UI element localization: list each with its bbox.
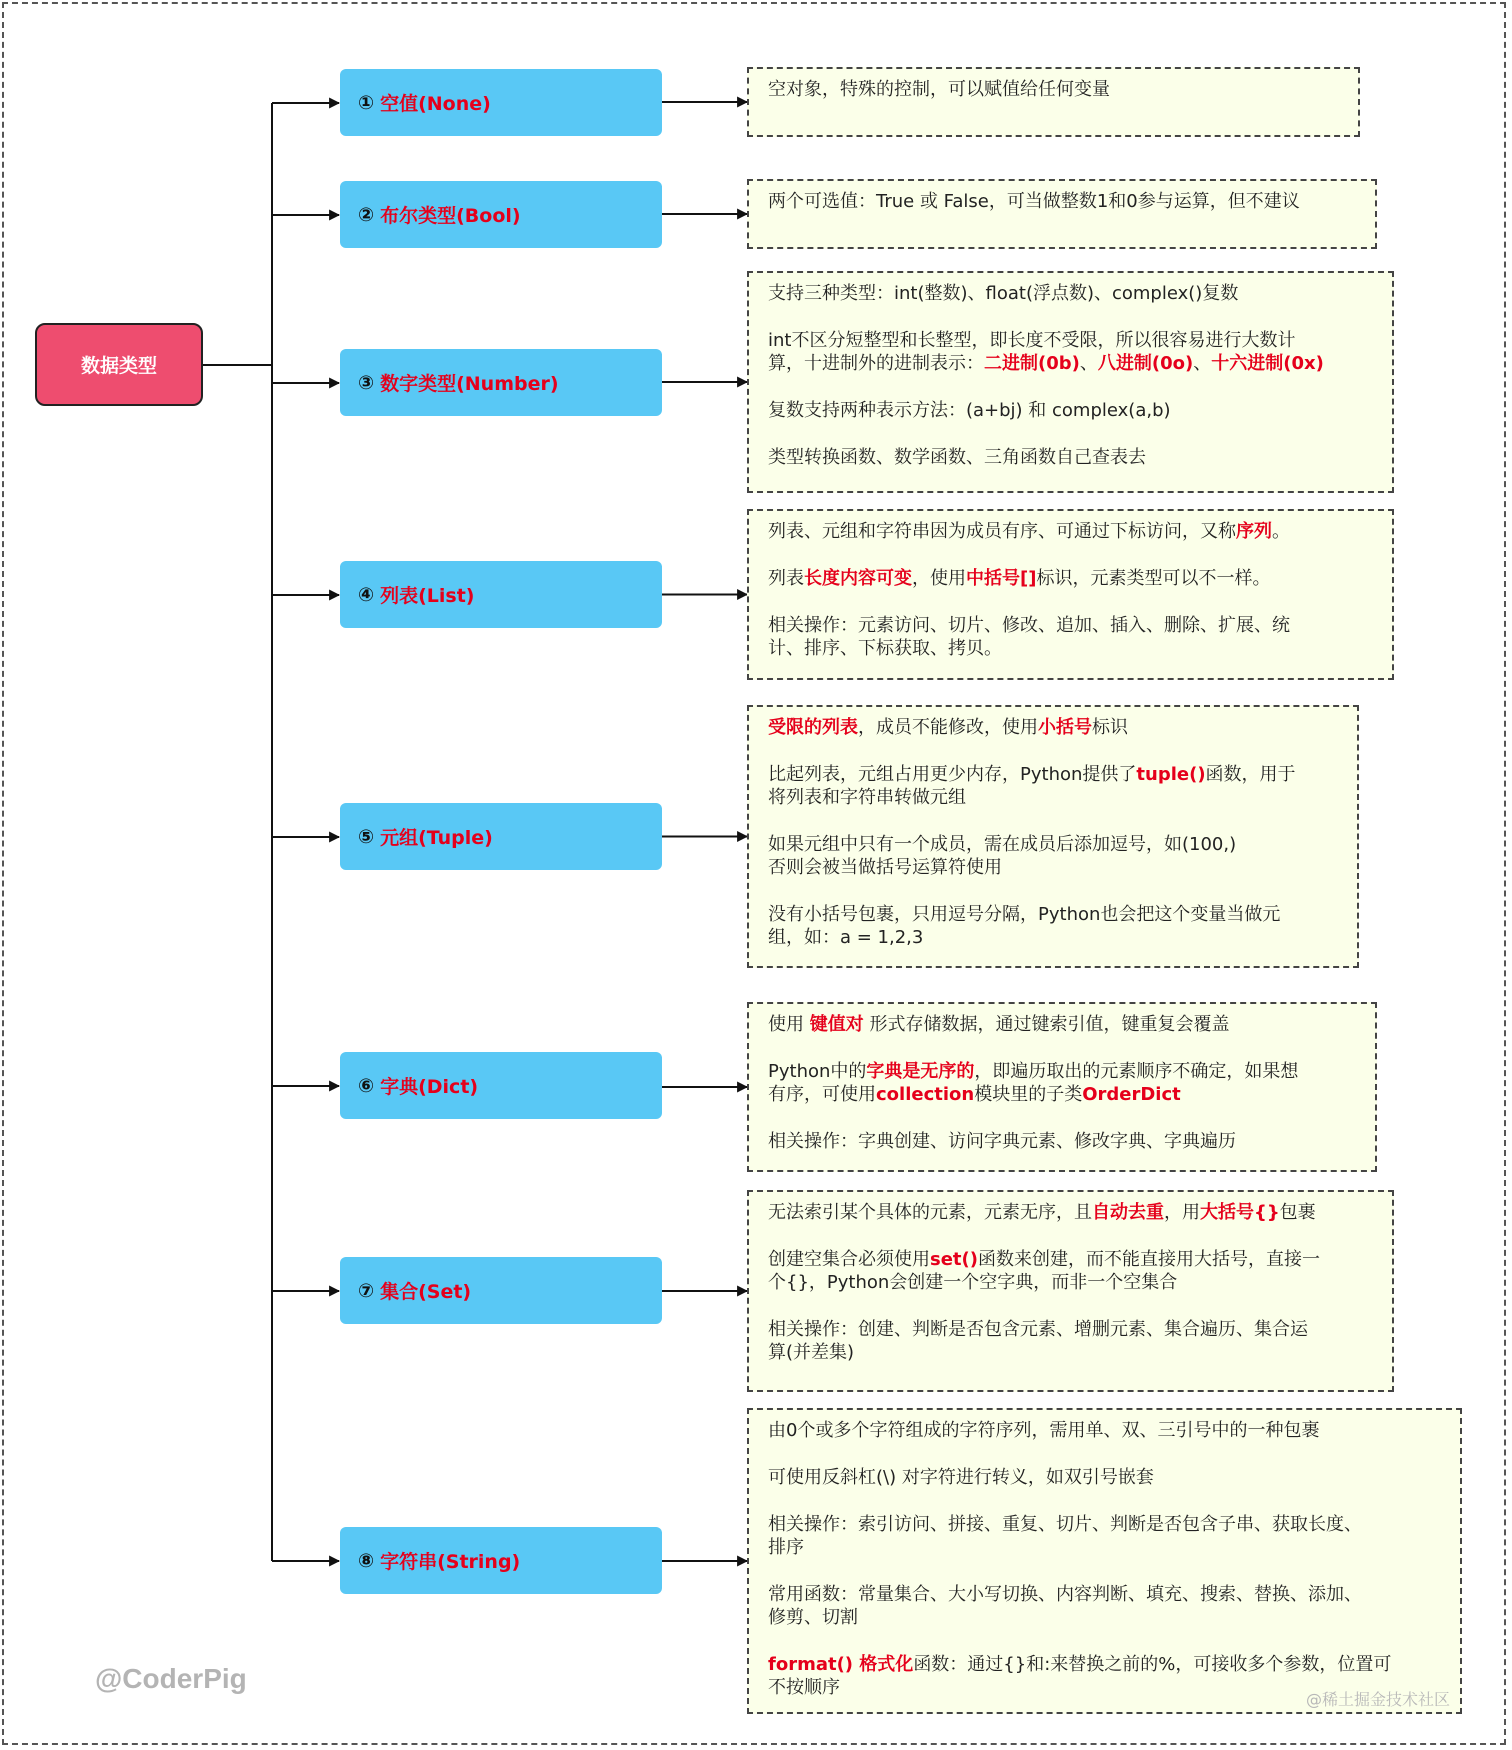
- desc-paragraph: [768, 1419, 1442, 1442]
- root-node-data-types: [35, 323, 203, 406]
- desc-paragraph: [768, 1130, 1357, 1153]
- type-label: 布尔类型(Bool): [380, 205, 521, 227]
- desc-text: 比起列表，元组占用更少内存，Python提供了: [768, 764, 1137, 785]
- desc-box-set: [747, 1190, 1394, 1392]
- highlight-text: 中括号[]: [966, 568, 1037, 589]
- desc-box-string: [747, 1408, 1462, 1714]
- desc-text: 没有小括号包裹，只用逗号分隔，Python也会把这个变量当做元: [768, 904, 1281, 925]
- highlight-text: set(): [930, 1249, 978, 1270]
- desc-box-tuple: [747, 705, 1359, 968]
- desc-paragraph: [768, 1513, 1442, 1559]
- desc-text: 列表、元组和字符串因为成员有序、可通过下标访问，又称: [768, 521, 1236, 542]
- highlight-text: 字典是无序的: [866, 1061, 975, 1082]
- desc-text: 将列表和字符串转做元组: [768, 787, 966, 808]
- highlight-text: 受限的列表: [768, 717, 858, 738]
- highlight-text: 自动去重: [1092, 1202, 1164, 1223]
- type-node-list: [340, 561, 662, 628]
- root-node-label: 数据类型: [80, 355, 157, 377]
- desc-text: 算(并差集): [768, 1342, 855, 1363]
- desc-text: Python中的: [768, 1061, 867, 1082]
- site-watermark: @稀土掘金技术社区: [1306, 1690, 1451, 1709]
- type-label: 字符串(String): [380, 1551, 521, 1573]
- type-label: 列表(List): [380, 585, 475, 607]
- type-label: 空值(None): [380, 93, 491, 115]
- highlight-text: 小括号: [1038, 717, 1092, 738]
- desc-paragraph: [768, 763, 1339, 809]
- type-node-bool: [340, 181, 662, 248]
- desc-paragraph: [768, 716, 1339, 739]
- desc-box-bool: [747, 179, 1377, 249]
- desc-text: 标识: [1092, 717, 1128, 738]
- desc-text: 形式存储数据，通过键索引值，键重复会覆盖: [863, 1014, 1230, 1035]
- desc-text: 使用: [768, 1014, 810, 1035]
- desc-text: 空对象，特殊的控制，可以赋值给任何变量: [768, 79, 1110, 100]
- highlight-text: 二进制(0b): [984, 353, 1080, 374]
- desc-paragraph: [768, 903, 1339, 949]
- desc-paragraph: [768, 1201, 1374, 1224]
- highlight-text: OrderDict: [1082, 1084, 1181, 1105]
- desc-text: 排序: [768, 1537, 804, 1558]
- desc-text: int不区分短整型和长整型，即长度不受限，所以很容易进行大数计: [768, 330, 1296, 351]
- desc-text: 、: [1193, 353, 1212, 374]
- desc-text: 无法索引某个具体的元素，元素无序，且: [768, 1202, 1092, 1223]
- highlight-text: format() 格式化: [768, 1654, 914, 1675]
- desc-text: 个{}，Python会创建一个空字典，而非一个空集合: [768, 1272, 1178, 1293]
- desc-paragraph: [768, 78, 1340, 101]
- desc-paragraph: [768, 1248, 1374, 1294]
- highlight-text: 八进制(0o): [1097, 353, 1194, 374]
- desc-text: 否则会被当做括号运算符使用: [768, 857, 1002, 878]
- highlight-text: 序列: [1236, 521, 1272, 542]
- desc-text: 复数支持两种表示方法：(a+bj) 和 complex(a,b): [768, 400, 1171, 421]
- desc-text: 函数，用于: [1205, 764, 1296, 785]
- desc-text: 支持三种类型：int(整数)、float(浮点数)、complex()复数: [768, 283, 1239, 304]
- highlight-text: collection: [876, 1084, 975, 1105]
- desc-text: 模块里的子类: [974, 1084, 1083, 1105]
- type-number: ②: [358, 203, 375, 226]
- highlight-text: 大括号{}: [1200, 1202, 1280, 1223]
- type-node-string: [340, 1527, 662, 1594]
- desc-text: 列表: [768, 568, 804, 589]
- type-label: 数字类型(Number): [380, 373, 559, 395]
- desc-paragraph: [768, 567, 1374, 590]
- desc-paragraph: [768, 329, 1374, 375]
- desc-paragraph: [768, 282, 1374, 305]
- desc-text: 创建空集合必须使用: [768, 1249, 930, 1270]
- desc-text: ，即遍历取出的元素顺序不确定，如果想: [974, 1061, 1299, 1082]
- type-node-dict: [340, 1052, 662, 1119]
- highlight-text: tuple(): [1136, 764, 1206, 785]
- desc-text: ，使用: [912, 568, 966, 589]
- desc-text: ，用: [1164, 1202, 1200, 1223]
- highlight-text: 十六进制(0x): [1211, 353, 1324, 374]
- desc-paragraph: [768, 190, 1357, 213]
- desc-text: 包裹: [1279, 1202, 1316, 1223]
- desc-text: 不按顺序: [768, 1677, 840, 1698]
- desc-box-none: [747, 67, 1360, 137]
- desc-paragraph: [768, 1060, 1357, 1106]
- type-number: ⑥: [358, 1074, 375, 1097]
- desc-text: 函数来创建，而不能直接用大括号，直接一: [977, 1249, 1320, 1270]
- desc-text: 修剪、切割: [768, 1607, 858, 1628]
- desc-text: 由0个或多个字符组成的字符序列，需用单、双、三引号中的一种包裹: [768, 1420, 1320, 1441]
- desc-paragraph: [768, 446, 1374, 469]
- desc-box-list: [747, 509, 1394, 680]
- desc-paragraph: [768, 1318, 1374, 1364]
- type-label: 字典(Dict): [380, 1076, 479, 1098]
- highlight-text: 长度内容可变: [804, 568, 912, 589]
- type-label: 集合(Set): [380, 1281, 472, 1303]
- desc-text: 如果元组中只有一个成员，需在成员后添加逗号，如(100,): [768, 834, 1237, 855]
- author-signature: @CoderPig: [95, 1663, 247, 1694]
- desc-paragraph: [768, 833, 1339, 879]
- type-number: ①: [358, 91, 375, 114]
- desc-text: 两个可选值：True 或 False，可当做整数1和0参与运算，但不建议: [768, 191, 1300, 212]
- desc-paragraph: [768, 1466, 1442, 1489]
- desc-text: 、: [1079, 353, 1098, 374]
- desc-paragraph: [768, 399, 1374, 422]
- desc-paragraph: [768, 614, 1374, 660]
- desc-text: 函数：通过{}和:来替换之前的%，可接收多个参数，位置可: [913, 1654, 1392, 1675]
- desc-box-number: [747, 271, 1394, 493]
- type-number: ⑧: [358, 1549, 375, 1572]
- desc-text: 计、排序、下标获取、拷贝。: [768, 638, 1002, 659]
- type-node-number: [340, 349, 662, 416]
- type-number: ⑤: [358, 825, 375, 848]
- desc-text: 相关操作：字典创建、访问字典元素、修改字典、字典遍历: [768, 1131, 1236, 1152]
- desc-paragraph: [768, 1013, 1357, 1036]
- desc-text: ，成员不能修改，使用: [858, 717, 1038, 738]
- desc-paragraph: [768, 1583, 1442, 1629]
- desc-text: 。: [1272, 521, 1290, 542]
- desc-text: 标识，元素类型可以不一样。: [1036, 568, 1271, 589]
- highlight-text: 键值对: [809, 1014, 864, 1035]
- type-number: ⑦: [358, 1279, 375, 1302]
- desc-text: 常用函数：常量集合、大小写切换、内容判断、填充、搜索、替换、添加、: [768, 1584, 1362, 1605]
- desc-text: 类型转换函数、数学函数、三角函数自己查表去: [768, 447, 1146, 468]
- type-node-none: [340, 69, 662, 136]
- type-node-set: [340, 1257, 662, 1324]
- desc-text: 可使用反斜杠(\) 对字符进行转义，如双引号嵌套: [768, 1467, 1154, 1488]
- desc-text: 有序，可使用: [768, 1084, 876, 1105]
- desc-text: 相关操作：元素访问、切片、修改、追加、插入、删除、扩展、统: [768, 615, 1290, 636]
- type-number: ③: [358, 371, 375, 394]
- type-node-tuple: [340, 803, 662, 870]
- type-number: ④: [358, 583, 375, 606]
- desc-paragraph: [768, 520, 1374, 543]
- desc-text: 相关操作：索引访问、拼接、重复、切片、判断是否包含子串、获取长度、: [768, 1514, 1362, 1535]
- type-label: 元组(Tuple): [380, 827, 493, 849]
- desc-box-dict: [747, 1002, 1377, 1172]
- desc-text: 相关操作：创建、判断是否包含元素、增删元素、集合遍历、集合运: [768, 1319, 1308, 1340]
- desc-text: 组，如：a = 1,2,3: [768, 927, 924, 948]
- desc-text: 算，十进制外的进制表示：: [768, 353, 984, 374]
